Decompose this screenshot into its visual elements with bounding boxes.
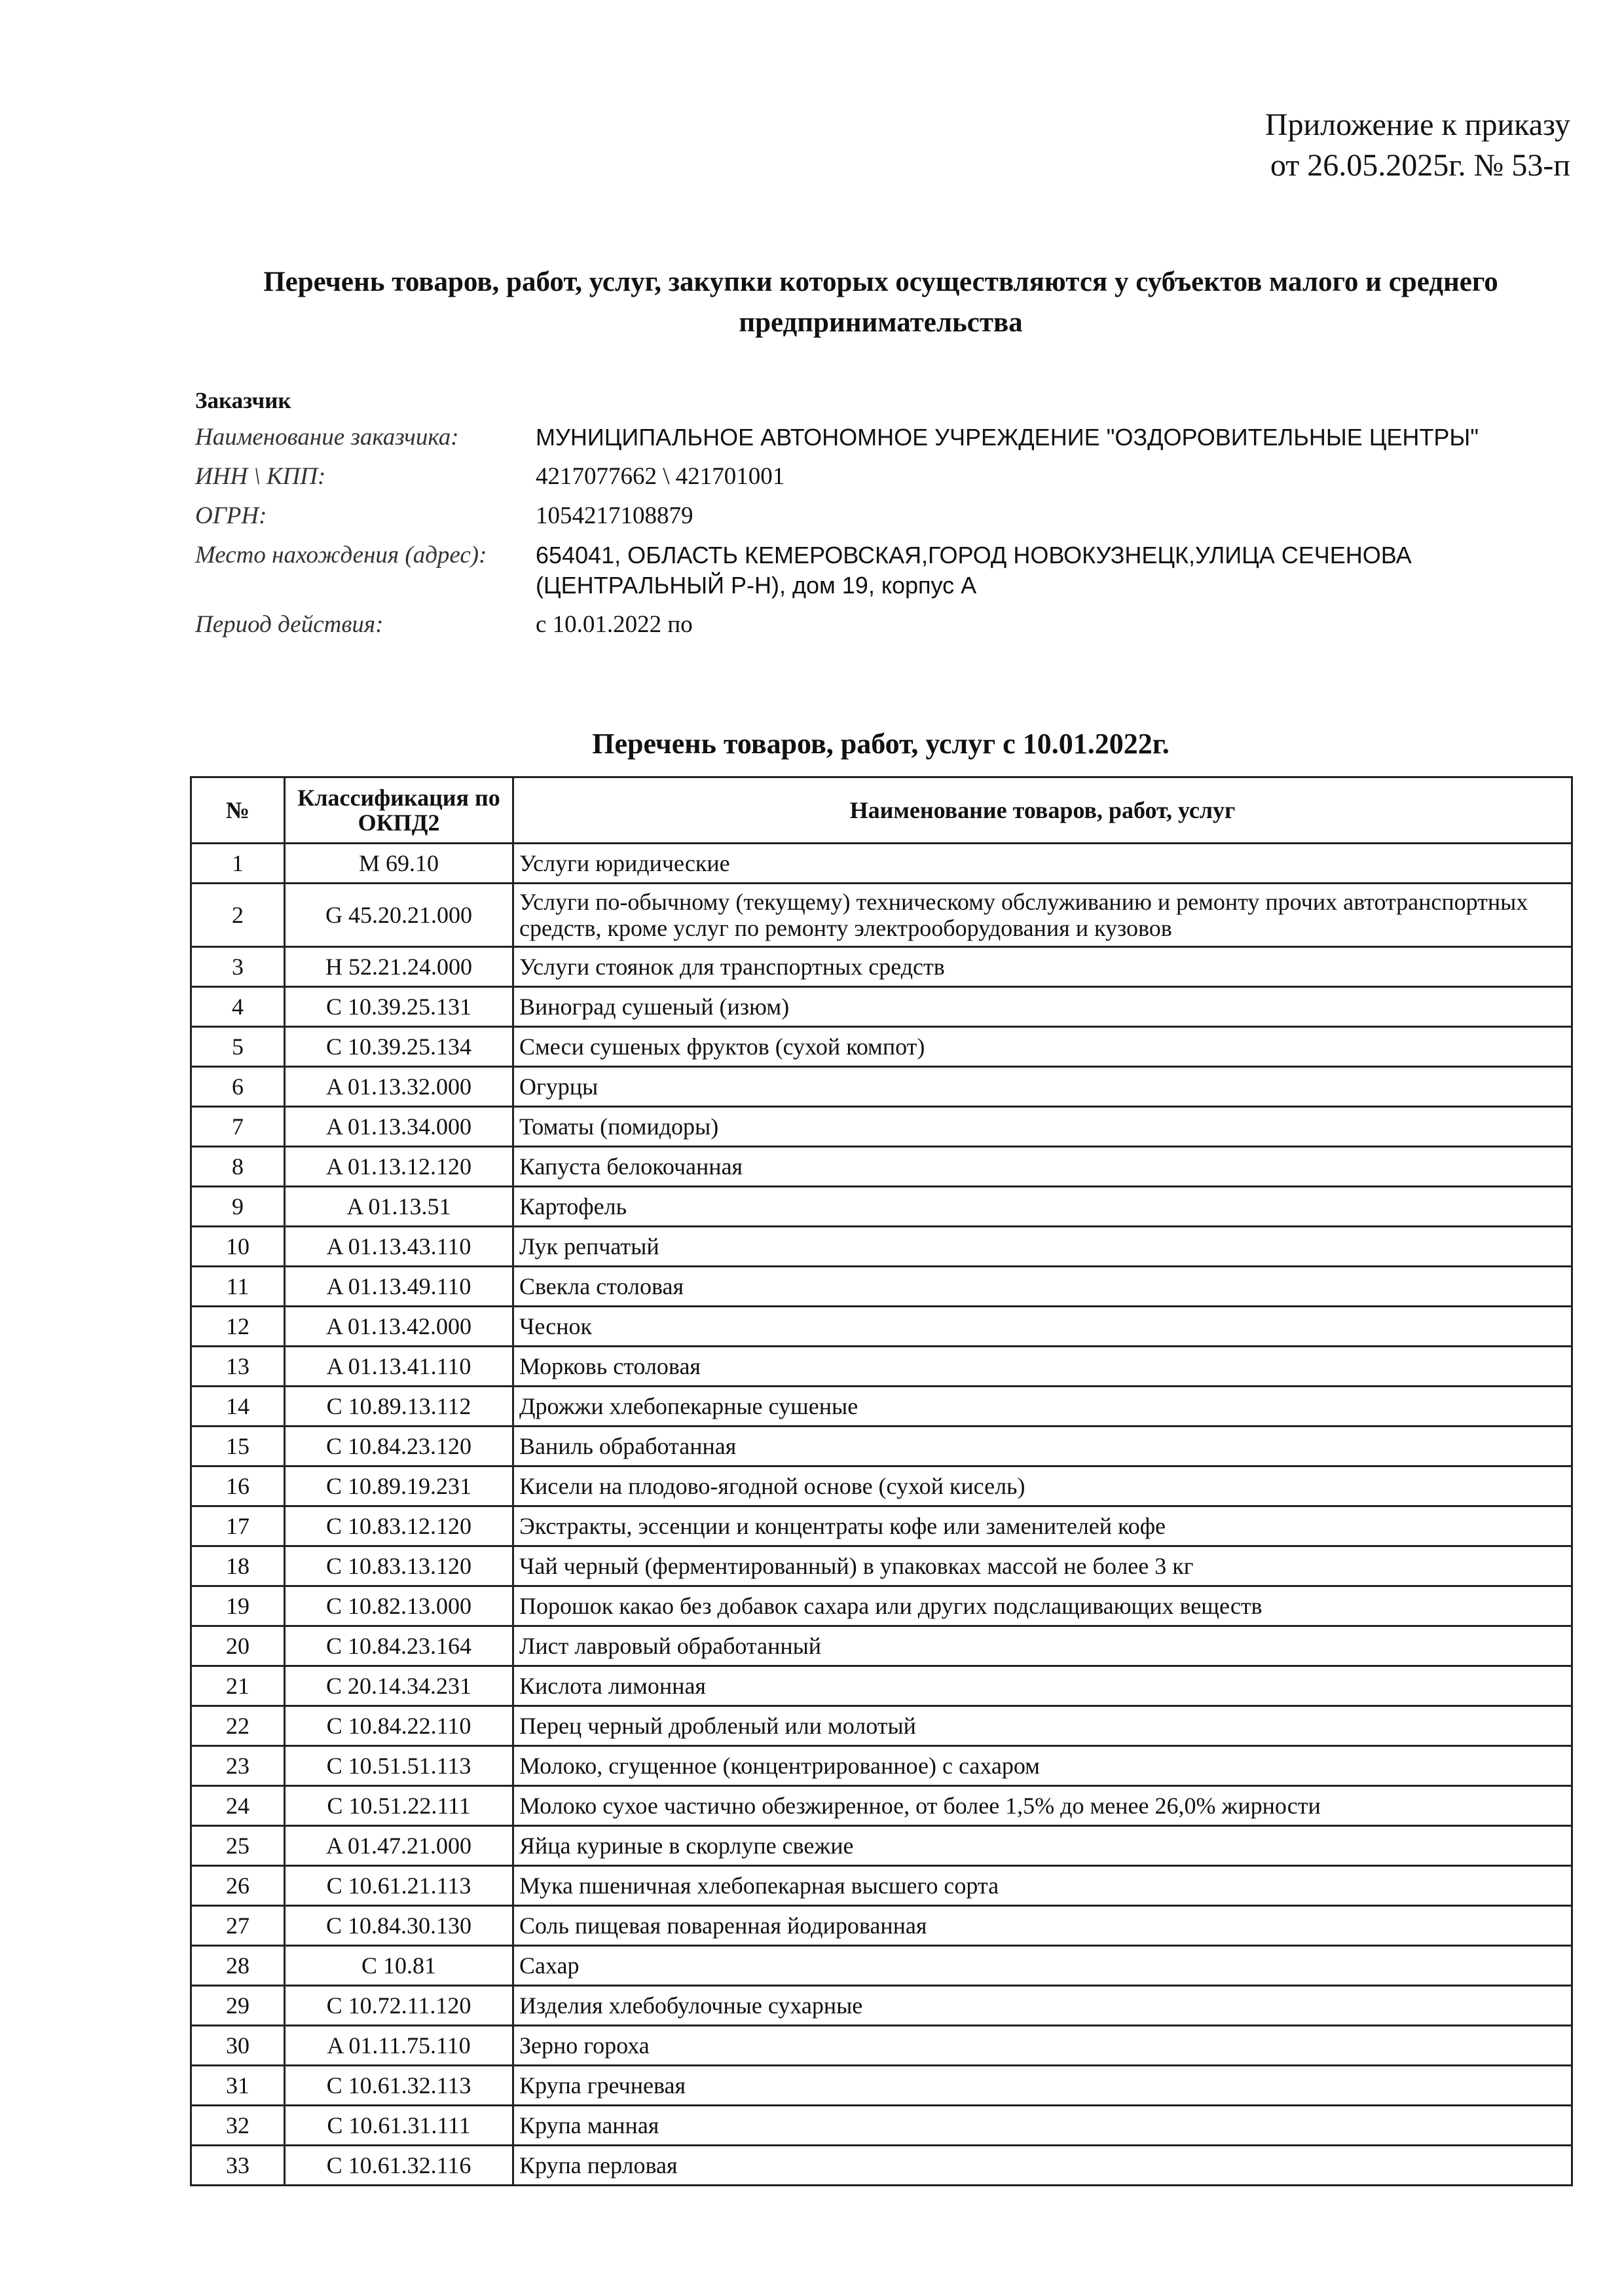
table-row: [191, 1387, 1572, 1427]
row-item-name: Услуги стоянок для транспортных средств: [513, 947, 1572, 987]
table-row: [191, 1866, 1572, 1906]
row-okpd2-code: A 01.13.51: [285, 1187, 513, 1227]
table-row: [191, 1586, 1572, 1626]
row-number: 20: [191, 1626, 285, 1666]
customer-info: [195, 422, 1577, 649]
row-item-name: Соль пищевая поваренная йодированная: [513, 1906, 1572, 1946]
table-row: [191, 2146, 1572, 2186]
table-row: [191, 1906, 1572, 1946]
table-row: [191, 2066, 1572, 2106]
row-item-name: Виноград сушеный (изюм): [513, 987, 1572, 1027]
row-item-name: Яйца куриные в скорлупе свежие: [513, 1826, 1572, 1866]
row-okpd2-code: C 10.84.23.164: [285, 1626, 513, 1666]
row-item-name: Сахар: [513, 1946, 1572, 1986]
row-okpd2-code: C 10.51.51.113: [285, 1746, 513, 1786]
row-item-name: Молоко сухое частично обезжиренное, от более 1,5% до менее 26,0% жирности: [513, 1786, 1572, 1826]
row-item-name: Услуги по-обычному (текущему) техническому обслуживанию и ремонту прочих автотранспортных средств, кроме услуг по ремонту электрооборудования и кузовов: [513, 884, 1572, 947]
table-row: [191, 1227, 1572, 1267]
row-number: 10: [191, 1227, 285, 1267]
row-number: 32: [191, 2106, 285, 2146]
row-number: 1: [191, 844, 285, 884]
address-row: [195, 540, 1577, 601]
row-item-name: Кисели на плодово-ягодной основе (сухой кисель): [513, 1466, 1572, 1506]
row-number: 3: [191, 947, 285, 987]
row-okpd2-code: C 10.84.22.110: [285, 1706, 513, 1746]
row-okpd2-code: C 10.84.23.120: [285, 1427, 513, 1466]
ogrn-row: [195, 501, 1577, 531]
row-okpd2-code: C 10.72.11.120: [285, 1986, 513, 2026]
table-body: [191, 844, 1572, 2186]
row-okpd2-code: C 10.61.31.111: [285, 2106, 513, 2146]
table-row: [191, 1986, 1572, 2026]
row-item-name: Лук репчатый: [513, 1227, 1572, 1267]
row-number: 30: [191, 2026, 285, 2066]
period-row: [195, 610, 1577, 640]
address-value: 654041, ОБЛАСТЬ КЕМЕРОВСКАЯ,ГОРОД НОВОКУЗНЕЦК,УЛИЦА СЕЧЕНОВА (ЦЕНТРАЛЬНЫЙ Р-Н), дом 19, корпус А: [536, 542, 1412, 599]
row-okpd2-code: C 10.89.19.231: [285, 1466, 513, 1506]
table-row: [191, 1706, 1572, 1746]
row-item-name: Чеснок: [513, 1307, 1572, 1347]
row-okpd2-code: C 10.39.25.131: [285, 987, 513, 1027]
table-row: [191, 1466, 1572, 1506]
row-number: 28: [191, 1946, 285, 1986]
row-okpd2-code: M 69.10: [285, 844, 513, 884]
row-okpd2-code: A 01.13.49.110: [285, 1267, 513, 1307]
table-row: [191, 1826, 1572, 1866]
row-okpd2-code: H 52.21.24.000: [285, 947, 513, 987]
row-okpd2-code: C 10.83.12.120: [285, 1506, 513, 1546]
field-label: Период действия:: [195, 611, 384, 638]
row-number: 14: [191, 1387, 285, 1427]
row-number: 21: [191, 1666, 285, 1706]
row-number: 17: [191, 1506, 285, 1546]
row-item-name: Крупа перловая: [513, 2146, 1572, 2186]
inn-kpp-row: [195, 462, 1577, 492]
row-item-name: Крупа гречневая: [513, 2066, 1572, 2106]
ogrn-value: 1054217108879: [536, 502, 693, 529]
header-name: Наименование товаров, работ, услуг: [513, 777, 1572, 844]
row-number: 18: [191, 1546, 285, 1586]
row-okpd2-code: C 10.83.13.120: [285, 1546, 513, 1586]
row-okpd2-code: A 01.13.32.000: [285, 1067, 513, 1107]
row-number: 11: [191, 1267, 285, 1307]
row-item-name: Ваниль обработанная: [513, 1427, 1572, 1466]
row-okpd2-code: C 10.61.32.113: [285, 2066, 513, 2106]
row-item-name: Морковь столовая: [513, 1347, 1572, 1387]
table-row: [191, 1427, 1572, 1466]
row-item-name: Перец черный дробленый или молотый: [513, 1706, 1572, 1746]
row-item-name: Зерно гороха: [513, 2026, 1572, 2066]
header-code: Классификация по ОКПД2: [285, 777, 513, 844]
row-item-name: Дрожжи хлебопекарные сушеные: [513, 1387, 1572, 1427]
row-okpd2-code: C 10.39.25.134: [285, 1027, 513, 1067]
annex-note: [981, 105, 1570, 186]
row-item-name: Смеси сушеных фруктов (сухой компот): [513, 1027, 1572, 1067]
list-title: Перечень товаров, работ, услуг с 10.01.2022г.: [592, 728, 1170, 760]
row-number: 27: [191, 1906, 285, 1946]
table-row: [191, 1107, 1572, 1147]
row-number: 7: [191, 1107, 285, 1147]
row-number: 22: [191, 1706, 285, 1746]
table-row: [191, 1347, 1572, 1387]
table-row: [191, 1546, 1572, 1586]
customer-name-value: МУНИЦИПАЛЬНОЕ АВТОНОМНОЕ УЧРЕЖДЕНИЕ "ОЗДОРОВИТЕЛЬНЫЕ ЦЕНТРЫ": [536, 424, 1479, 451]
table-row: [191, 1746, 1572, 1786]
row-okpd2-code: C 10.51.22.111: [285, 1786, 513, 1826]
row-number: 9: [191, 1187, 285, 1227]
row-okpd2-code: A 01.13.43.110: [285, 1227, 513, 1267]
row-item-name: Кислота лимонная: [513, 1666, 1572, 1706]
row-item-name: Капуста белокочанная: [513, 1147, 1572, 1187]
field-label: ОГРН:: [195, 502, 267, 529]
row-okpd2-code: G 45.20.21.000: [285, 884, 513, 947]
row-number: 12: [191, 1307, 285, 1347]
table-row: [191, 2026, 1572, 2066]
table-row: [191, 1027, 1572, 1067]
row-number: 33: [191, 2146, 285, 2186]
row-item-name: Томаты (помидоры): [513, 1107, 1572, 1147]
row-number: 24: [191, 1786, 285, 1826]
row-item-name: Мука пшеничная хлебопекарная высшего сорта: [513, 1866, 1572, 1906]
row-number: 31: [191, 2066, 285, 2106]
table-row: [191, 1187, 1572, 1227]
table-row: [191, 844, 1572, 884]
row-okpd2-code: C 10.81: [285, 1946, 513, 1986]
customer-name-row: [195, 422, 1577, 453]
row-okpd2-code: A 01.13.42.000: [285, 1307, 513, 1347]
row-number: 4: [191, 987, 285, 1027]
table-row: [191, 1626, 1572, 1666]
table-row: [191, 1067, 1572, 1107]
row-number: 13: [191, 1347, 285, 1387]
row-item-name: Свекла столовая: [513, 1267, 1572, 1307]
row-number: 29: [191, 1986, 285, 2026]
row-okpd2-code: A 01.13.34.000: [285, 1107, 513, 1147]
row-number: 15: [191, 1427, 285, 1466]
document-title: Перечень товаров, работ, услуг, закупки которых осуществляются у субъектов малого и среднего предпринимательства: [263, 267, 1498, 338]
row-item-name: Услуги юридические: [513, 844, 1572, 884]
row-okpd2-code: C 10.89.13.112: [285, 1387, 513, 1427]
row-okpd2-code: C 10.84.30.130: [285, 1906, 513, 1946]
row-okpd2-code: C 10.61.21.113: [285, 1866, 513, 1906]
table-row: [191, 947, 1572, 987]
table-row: [191, 987, 1572, 1027]
row-item-name: Огурцы: [513, 1067, 1572, 1107]
row-okpd2-code: C 20.14.34.231: [285, 1666, 513, 1706]
table-row: [191, 1946, 1572, 1986]
row-number: 19: [191, 1586, 285, 1626]
field-label: ИНН \ КПП:: [195, 463, 326, 490]
table-row: [191, 1307, 1572, 1347]
row-item-name: Крупа манная: [513, 2106, 1572, 2146]
row-item-name: Изделия хлебобулочные сухарные: [513, 1986, 1572, 2026]
row-item-name: Молоко, сгущенное (концентрированное) с сахаром: [513, 1746, 1572, 1786]
row-okpd2-code: A 01.13.41.110: [285, 1347, 513, 1387]
row-item-name: Чай черный (ферментированный) в упаковках массой не более 3 кг: [513, 1546, 1572, 1586]
row-okpd2-code: A 01.47.21.000: [285, 1826, 513, 1866]
annex-line-2: от 26.05.2025г. № 53-п: [1270, 148, 1570, 183]
field-label: Место нахождения (адрес):: [195, 542, 487, 569]
items-table: [190, 776, 1573, 2186]
row-okpd2-code: C 10.61.32.116: [285, 2146, 513, 2186]
row-number: 8: [191, 1147, 285, 1187]
row-okpd2-code: A 01.11.75.110: [285, 2026, 513, 2066]
row-number: 5: [191, 1027, 285, 1067]
row-item-name: Экстракты, эссенции и концентраты кофе или заменителей кофе: [513, 1506, 1572, 1546]
row-okpd2-code: C 10.82.13.000: [285, 1586, 513, 1626]
header-num: №: [191, 777, 285, 844]
table-row: [191, 2106, 1572, 2146]
table-row: [191, 1506, 1572, 1546]
row-number: 6: [191, 1067, 285, 1107]
table-row: [191, 1786, 1572, 1826]
row-number: 16: [191, 1466, 285, 1506]
inn-kpp-value: 4217077662 \ 421701001: [536, 463, 785, 490]
row-item-name: Картофель: [513, 1187, 1572, 1227]
field-label: Наименование заказчика:: [195, 424, 459, 451]
table-row: [191, 1147, 1572, 1187]
row-okpd2-code: A 01.13.12.120: [285, 1147, 513, 1187]
row-number: 23: [191, 1746, 285, 1786]
row-item-name: Порошок какао без добавок сахара или других подслащивающих веществ: [513, 1586, 1572, 1626]
period-value: с 10.01.2022 по: [536, 611, 693, 638]
table-row: [191, 1267, 1572, 1307]
annex-line-1: Приложение к приказу: [1264, 107, 1570, 142]
table-row: [191, 884, 1572, 947]
row-number: 2: [191, 884, 285, 947]
row-number: 25: [191, 1826, 285, 1866]
row-item-name: Лист лавровый обработанный: [513, 1626, 1572, 1666]
customer-heading: Заказчик: [195, 388, 291, 413]
table-row: [191, 1666, 1572, 1706]
table-header-row: [191, 777, 1572, 844]
row-number: 26: [191, 1866, 285, 1906]
